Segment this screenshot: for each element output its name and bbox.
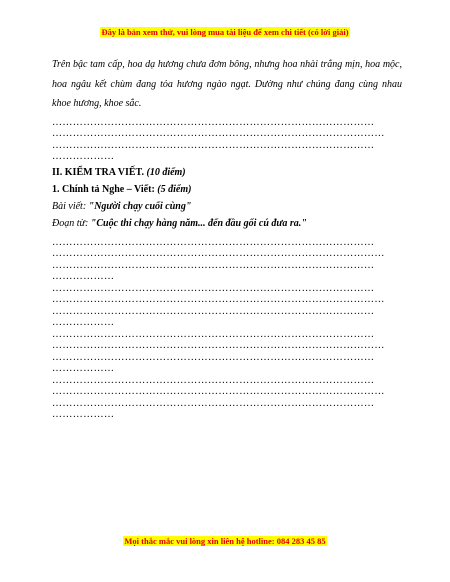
answer-line: …………………………………………………………………………………	[52, 116, 375, 128]
excerpt-line	[52, 215, 402, 232]
answer-line: ………………	[52, 363, 115, 374]
part-score: (5 điểm)	[157, 183, 192, 195]
answer-line: ……………………………………………………………………………………	[52, 248, 385, 259]
answer-lines-b	[52, 237, 402, 421]
answer-line: …………………………………………………………………………………	[52, 282, 375, 294]
answer-line: ………………	[52, 409, 115, 420]
excerpt-label: Đoạn từ:	[52, 217, 89, 229]
section-title: II. KIỂM TRA VIẾT.	[52, 166, 144, 178]
passage: Trên bậc tam cấp, hoa dạ hương chưa đơm bông, nhưng hoa nhài trắng mịn, hoa mộc, hoa ngâu kết chùm đang tỏa hương ngào ngạt. Dường như chúng đang cùng nhau khoe hương, khoe sắc.	[52, 59, 402, 109]
header-notice-text: Đây là bản xem thử, vui lòng mua tài liệu để xem chi tiết (có lời giải)	[101, 27, 349, 37]
answer-line: ……………………………………………………………………………………	[52, 340, 385, 351]
part-title: 1. Chính tả Nghe – Viết:	[52, 183, 155, 195]
footer-notice-text: Mọi thắc mắc vui lòng xin liên hệ hotline: 084 283 45 85	[124, 536, 326, 546]
answer-line: ………………	[52, 151, 115, 162]
header-notice	[0, 27, 450, 37]
answer-line: ……………………………………………………………………………………	[52, 128, 385, 139]
answer-line: ………………	[52, 317, 115, 328]
answer-line: …………………………………………………………………………………	[52, 259, 375, 271]
answer-line: …………………………………………………………………………………	[52, 374, 375, 386]
answer-line: ……………………………………………………………………………………	[52, 386, 385, 397]
answer-lines-a	[52, 117, 402, 163]
lesson-label: Bài viết:	[52, 200, 87, 212]
answer-line: …………………………………………………………………………………	[52, 236, 375, 248]
answer-line: …………………………………………………………………………………	[52, 139, 375, 151]
part-heading	[52, 181, 402, 198]
lesson-line	[52, 198, 402, 215]
lesson-title: "Người chạy cuối cùng"	[88, 200, 192, 212]
answer-line: …………………………………………………………………………………	[52, 351, 375, 363]
page-content	[52, 55, 402, 421]
answer-line: …………………………………………………………………………………	[52, 397, 375, 409]
section-score: (10 điểm)	[146, 166, 186, 178]
answer-line: …………………………………………………………………………………	[52, 328, 375, 340]
excerpt-text: "Cuộc thi chạy hàng năm... đến đầu gối cú đưa ra."	[90, 217, 307, 229]
section-heading	[52, 164, 402, 181]
answer-line: …………………………………………………………………………………	[52, 305, 375, 317]
answer-line: ……………………………………………………………………………………	[52, 294, 385, 305]
footer-notice	[0, 536, 450, 546]
answer-line: ………………	[52, 271, 115, 282]
